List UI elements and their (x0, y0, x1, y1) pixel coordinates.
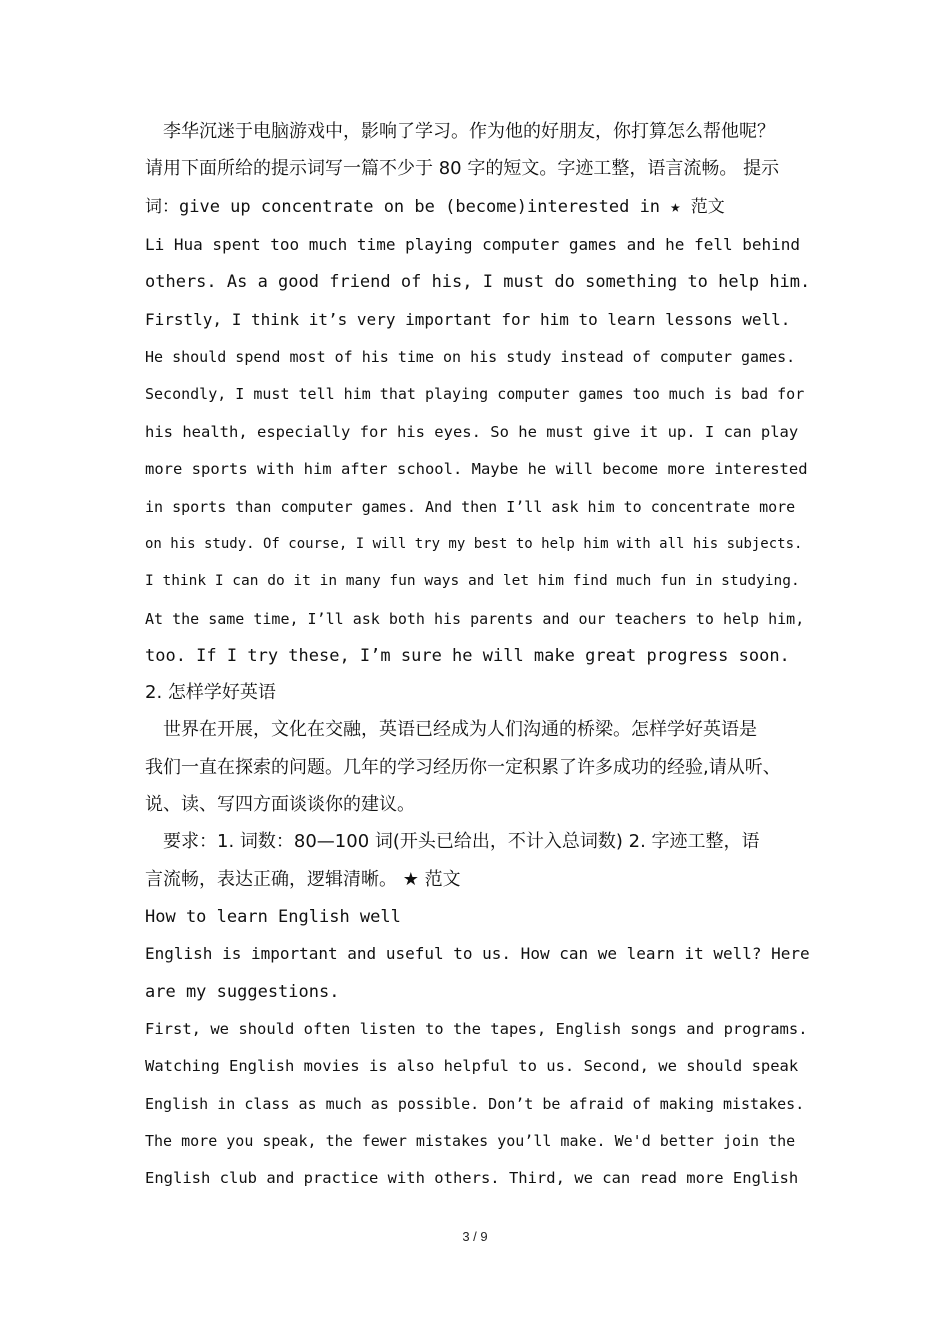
text-line: Firstly, I think it’s very important for him to learn lessons well. (145, 310, 791, 329)
text-line: First, we should often listen to the tapes, English songs and programs. (145, 1020, 808, 1038)
text-line: I think I can do it in many fun ways and let him find much fun in studying. (145, 573, 800, 589)
text-line: Li Hua spent too much time playing computer games and he fell behind (145, 235, 801, 254)
text-line: are my suggestions. (145, 982, 340, 1002)
page-number: 3 / 9 (462, 1229, 488, 1244)
text-line: 说、读、写四方面谈谈你的建议。 (145, 794, 415, 815)
text-line: English club and practice with others. Third, we can read more English (145, 1169, 799, 1187)
text-line: He should spend most of his time on his study instead of computer games. (145, 348, 796, 366)
text-line: 词：give up concentrate on be (become)interested in ★ 范文 (145, 197, 725, 217)
text-line: 言流畅，表达正确，逻辑清晰。 ★ 范文 (145, 869, 461, 890)
text-line: 要求：1. 词数：80—100 词(开头已给出，不计入总词数) 2. 字迹工整，语 (145, 831, 760, 852)
essay-title: How to learn English well (145, 907, 401, 927)
text-line: Secondly, I must tell him that playing computer games too much is bad for (145, 385, 805, 403)
text-line: English in class as much as possible. Don’t be afraid of making mistakes. (145, 1095, 805, 1113)
text-line: The more you speak, the fewer mistakes you’ll make. We'd better join the (145, 1132, 796, 1150)
text-line: 世界在开展，文化在交融，英语已经成为人们沟通的桥梁。怎样学好英语是 (145, 719, 757, 740)
text-line: Watching English movies is also helpful to us. Second, we should speak (145, 1057, 799, 1075)
text-line: on his study. Of course, I will try my best to help him with all his subjects. (145, 536, 803, 552)
text-line: too. If I try these, I’m sure he will make great progress soon. (145, 646, 790, 666)
text-line: 李华沉迷于电脑游戏中，影响了学习。作为他的好朋友，你打算怎么帮他呢？ (145, 121, 775, 142)
text-line: his health, especially for his eyes. So he must give it up. I can play (145, 423, 799, 441)
text-line: 我们一直在探索的问题。几年的学习经历你一定积累了许多成功的经验,请从听、 (145, 757, 781, 778)
text-line: English is important and useful to us. How can we learn it well? Here (145, 944, 810, 963)
text-line: 请用下面所给的提示词写一篇不少于 80 字的短文。字迹工整，语言流畅。 提示 (145, 158, 780, 179)
text-line: At the same time, I’ll ask both his parents and our teachers to help him, (145, 610, 805, 628)
section-heading: 2. 怎样学好英语 (145, 682, 276, 703)
text-line: in sports than computer games. And then I’ll ask him to concentrate more (145, 498, 796, 516)
text-line: more sports with him after school. Maybe he will become more interested (145, 460, 808, 478)
text-line: others. As a good friend of his, I must do something to help him. (145, 272, 811, 292)
